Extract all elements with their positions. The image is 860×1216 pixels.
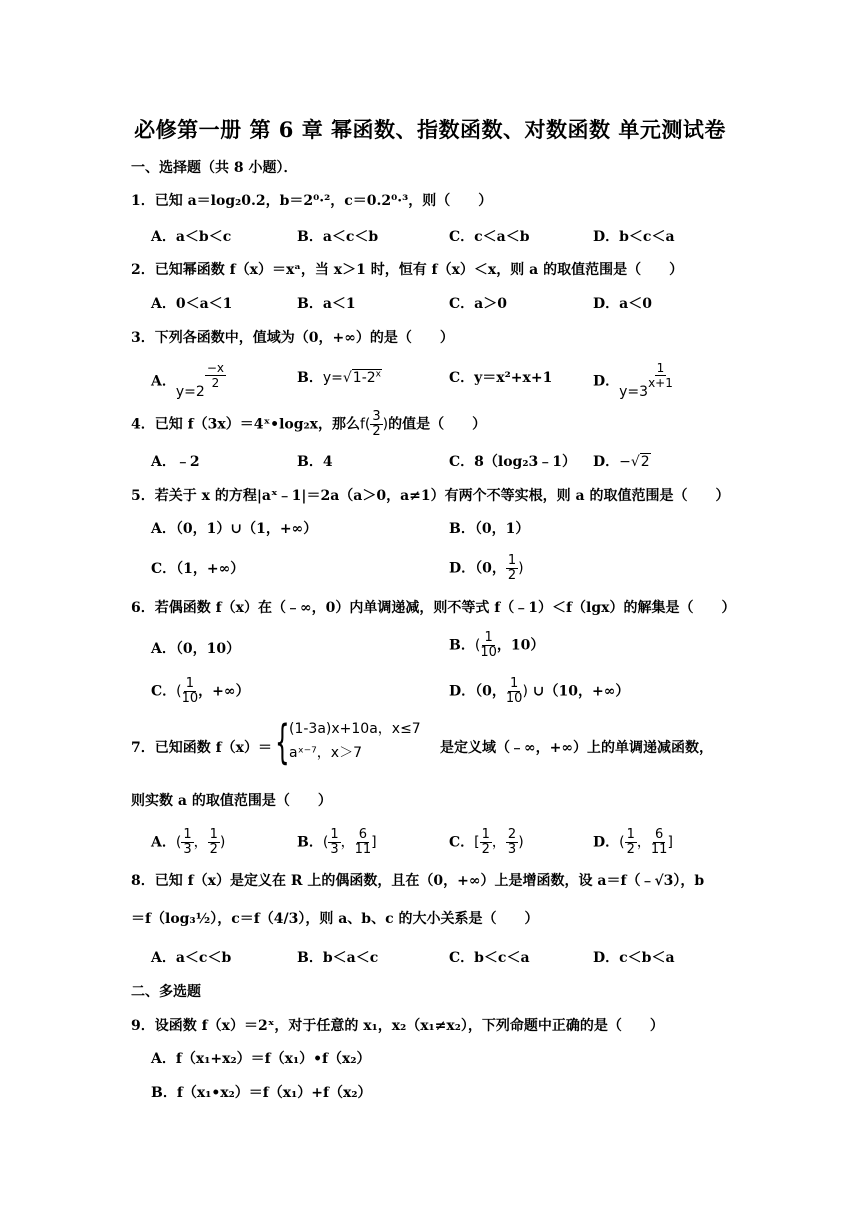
q1-option-c: C．c＜a＜b (449, 229, 530, 245)
question-6: 6．若偶函数 f（x）在（﹣∞，0）内单调递减，则不等式 f（﹣1）＜f（lgx）的解集是（ ） (131, 600, 736, 616)
question-8-line2: ＝f（log₃½），c＝f（4/3），则 a、b、c 的大小关系是（ ） (131, 911, 539, 927)
q7-option-a-label: A． (151, 834, 176, 851)
q3-option-c: C．y＝x²+x+1 (449, 370, 553, 386)
q5-option-d: D．（0， $\frac{1}{2}$ ) (449, 553, 524, 583)
q1-option-a: A．a＜b＜c (151, 229, 232, 245)
q6-option-c: C．( $\frac{1}{10}$ ，+∞） (151, 676, 250, 706)
q6-option-d: D．（0， $\frac{1}{10}$ ) ∪（10，+∞） (449, 676, 630, 706)
q7-option-d-label: D． (593, 834, 620, 851)
q4-stem-post: 的值是（ ） (388, 416, 487, 433)
question-3: 3．下列各函数中，值域为（0，+∞）的是（ ） (131, 330, 454, 346)
q6-option-a: A．（0，10） (151, 641, 241, 657)
q3-option-d: D．y=3 $\frac{1}{x+1}$ (593, 361, 673, 400)
question-5: 5．若关于 x 的方程|aˣ﹣1|＝2a（a＞0，a≠1）有两个不等实根，则 a 的取值范围是（ ） (131, 488, 730, 504)
q7-piece-1: (1-3a)x+10a，x≤7 (289, 721, 421, 737)
section-heading-multi: 二、多选题 (131, 984, 201, 1000)
question-4: 4．已知 f（3x）＝4ˣ•log₂x，那么f( $\frac{3}{2}$ )的值是（ ） (131, 409, 487, 439)
q6-option-c-label: C． (151, 683, 177, 700)
q3-option-d-label: D． (593, 373, 620, 390)
question-7-line2: 则实数 a 的取值范围是（ ） (131, 793, 332, 809)
q8-option-a: A．a＜c＜b (151, 950, 232, 966)
q6-option-b-label: B． (449, 637, 475, 654)
q8-option-c: C．b＜c＜a (449, 950, 530, 966)
q5-option-a: A．（0，1）∪（1，+∞） (151, 521, 318, 537)
q2-option-b: B．a＜1 (297, 296, 356, 312)
section-heading-choice: 一、选择题（共 8 小题）． (131, 160, 298, 176)
q6-option-d-label: D． (449, 683, 476, 700)
q6-option-b: B．( $\frac{1}{10}$ ，10） (449, 630, 545, 660)
q1-option-d: D．b＜c＜a (593, 229, 675, 245)
page-title: 必修第一册 第 6 章 幂函数、指数函数、对数函数 单元测试卷 (134, 117, 726, 142)
q3-option-b: B．$y=√1-2^x$ (297, 369, 381, 386)
q4-option-c: C．8（log₂3﹣1） (449, 454, 576, 470)
question-7 (131, 737, 713, 757)
question-2: 2．已知幂函数 f（x）＝xᵃ，当 x＞1 时，恒有 f（x）＜x，则 a 的取值范围是（ ） (131, 262, 684, 278)
q5-option-b: B．（0，1） (449, 521, 530, 537)
q7-option-a: A．( $\frac{1}{3}$ ， $\frac{1}{2}$ ) (151, 827, 226, 857)
q5-option-d-label: D．（0， (449, 560, 506, 577)
q7-stem-post: 是定义域（﹣∞，+∞）上的单调递减函数， (439, 740, 714, 756)
exam-page: 必修第一册 第 6 章 幂函数、指数函数、对数函数 单元测试卷 一、选择题（共 8 小题）． 1．已知 a＝log₂0.2，b＝2⁰·²，c＝0.2⁰·³，则（ ） A．a＜b＜c B．a＜c＜b C．c＜a＜b D．b＜c＜a 2．已知幂函数 f（x）＝xᵃ，当 x＞1 时，恒有 f（x）＜x，则 a 的取值范围是（ ） A．0＜a＜1 B．a＜1 C．a＞0 D．a＜0 3．下列各函数中，值域为（0，+∞）的是（ ） A．y=2 $\frac{-x}{2}$ B．$y=√1-2^x$ C．y＝x²+x+1 D．y=3 $\frac{1}{x+1}$ 4．已知 f（3x）＝4ˣ•log₂x，那么f( $\frac{3}{2}$ )的值是（ ） A．﹣2 B．4 C．8（log₂3﹣1） D．−√2 5．若关于 x 的方程|aˣ﹣1|＝2a（a＞0，a≠1）有两个不等实根，则 a 的取值范围是（ ） A．（0，1）∪（1，+∞） B．（0，1） C．（1，+∞） D．（0， $\frac{1}{2}$ ) 6．若偶函数 f（x）在（﹣∞，0）内单调递减，则不等式 f（﹣1）＜f（lgx）的解集是（ ） A．（0，10） B．( $\frac{1}{10}$ ，10） C．( $\frac{1}{10}$ ，+∞） D．（0， $\frac{1}{10}$ ) ∪（10，+∞） 7．已知函数 f（x）＝ 是定义域（﹣∞，+∞）上的单调递减函数， { (1-3a)x+10a，x≤7 aˣ⁻⁷，x＞7 则实数 a 的取值范围是（ ） A．( $\frac{1}{3}$ ， $\frac{1}{2}$ ) B．( $\frac{1}{3}$ ， $\frac{6}{11}$ ] C．[ $\frac{1}{2}$ ， $\frac{2}{3}$ ) D．( $\frac{1}{2}$ ， $\frac{6}{11}$ ] 8．已知 f（x）是定义在 R 上的偶函数，且在（0，+∞）上是增函数，设 a＝f（﹣√3），b ＝f（log₃½），c＝f（4/3），则 a、b、c 的大小关系是（ ） A．a＜c＜b B．b＜a＜c C．b＜c＜a D．c＜b＜a 二、多选题 9．设函数 f（x）＝2ˣ，对于任意的 x₁，x₂（x₁≠x₂），下列命题中正确的是（ ） A．f（x₁+x₂）＝f（x₁）•f（x₂） B．f（x₁•x₂）＝f（x₁）+f（x₂） (0, 0, 860, 1216)
q5-option-c: C．（1，+∞） (151, 561, 245, 577)
q8-option-b: B．b＜a＜c (297, 950, 379, 966)
question-1: 1．已知 a＝log₂0.2，b＝2⁰·²，c＝0.2⁰·³，则（ ） (131, 193, 493, 209)
q7-option-b-label: B． (297, 834, 323, 851)
q4-option-d: D．−√2 (593, 454, 650, 470)
q7-option-b: B．( $\frac{1}{3}$ ， $\frac{6}{11}$ ] (297, 827, 377, 857)
q2-option-a: A．0＜a＜1 (151, 296, 233, 312)
q7-stem-pre: 7．已知函数 f（x）＝ (131, 740, 272, 756)
q4-option-d-label: D． (593, 454, 620, 470)
q3-option-b-label: B． (297, 370, 323, 386)
q3-option-a-label: A． (151, 373, 176, 390)
q2-option-d: D．a＜0 (593, 296, 652, 312)
question-9: 9．设函数 f（x）＝2ˣ，对于任意的 x₁，x₂（x₁≠x₂），下列命题中正确的是（ ） (131, 1018, 664, 1034)
q9-option-b: B．f（x₁•x₂）＝f（x₁）+f（x₂） (151, 1085, 372, 1101)
q3-option-a: A．y=2 $\frac{-x}{2}$ (151, 361, 224, 400)
q7-option-c-label: C． (449, 834, 475, 851)
q4-option-a: A．﹣2 (151, 454, 200, 470)
q7-piece-2: aˣ⁻⁷，x＞7 (289, 745, 362, 761)
question-8: 8．已知 f（x）是定义在 R 上的偶函数，且在（0，+∞）上是增函数，设 a＝f（﹣√3），b (131, 873, 705, 889)
q4-stem-pre: 4．已知 f（3x）＝4ˣ•log₂x，那么 (131, 416, 360, 433)
q2-option-c: C．a＞0 (449, 296, 507, 312)
q4-option-b: B．4 (297, 454, 333, 470)
q7-option-c: C．[ $\frac{1}{2}$ ， $\frac{2}{3}$ ) (449, 827, 524, 857)
q1-option-b: B．a＜c＜b (297, 229, 379, 245)
q7-option-d: D．( $\frac{1}{2}$ ， $\frac{6}{11}$ ] (593, 827, 673, 857)
q9-option-a: A．f（x₁+x₂）＝f（x₁）•f（x₂） (151, 1051, 371, 1067)
q8-option-d: D．c＜b＜a (593, 950, 675, 966)
